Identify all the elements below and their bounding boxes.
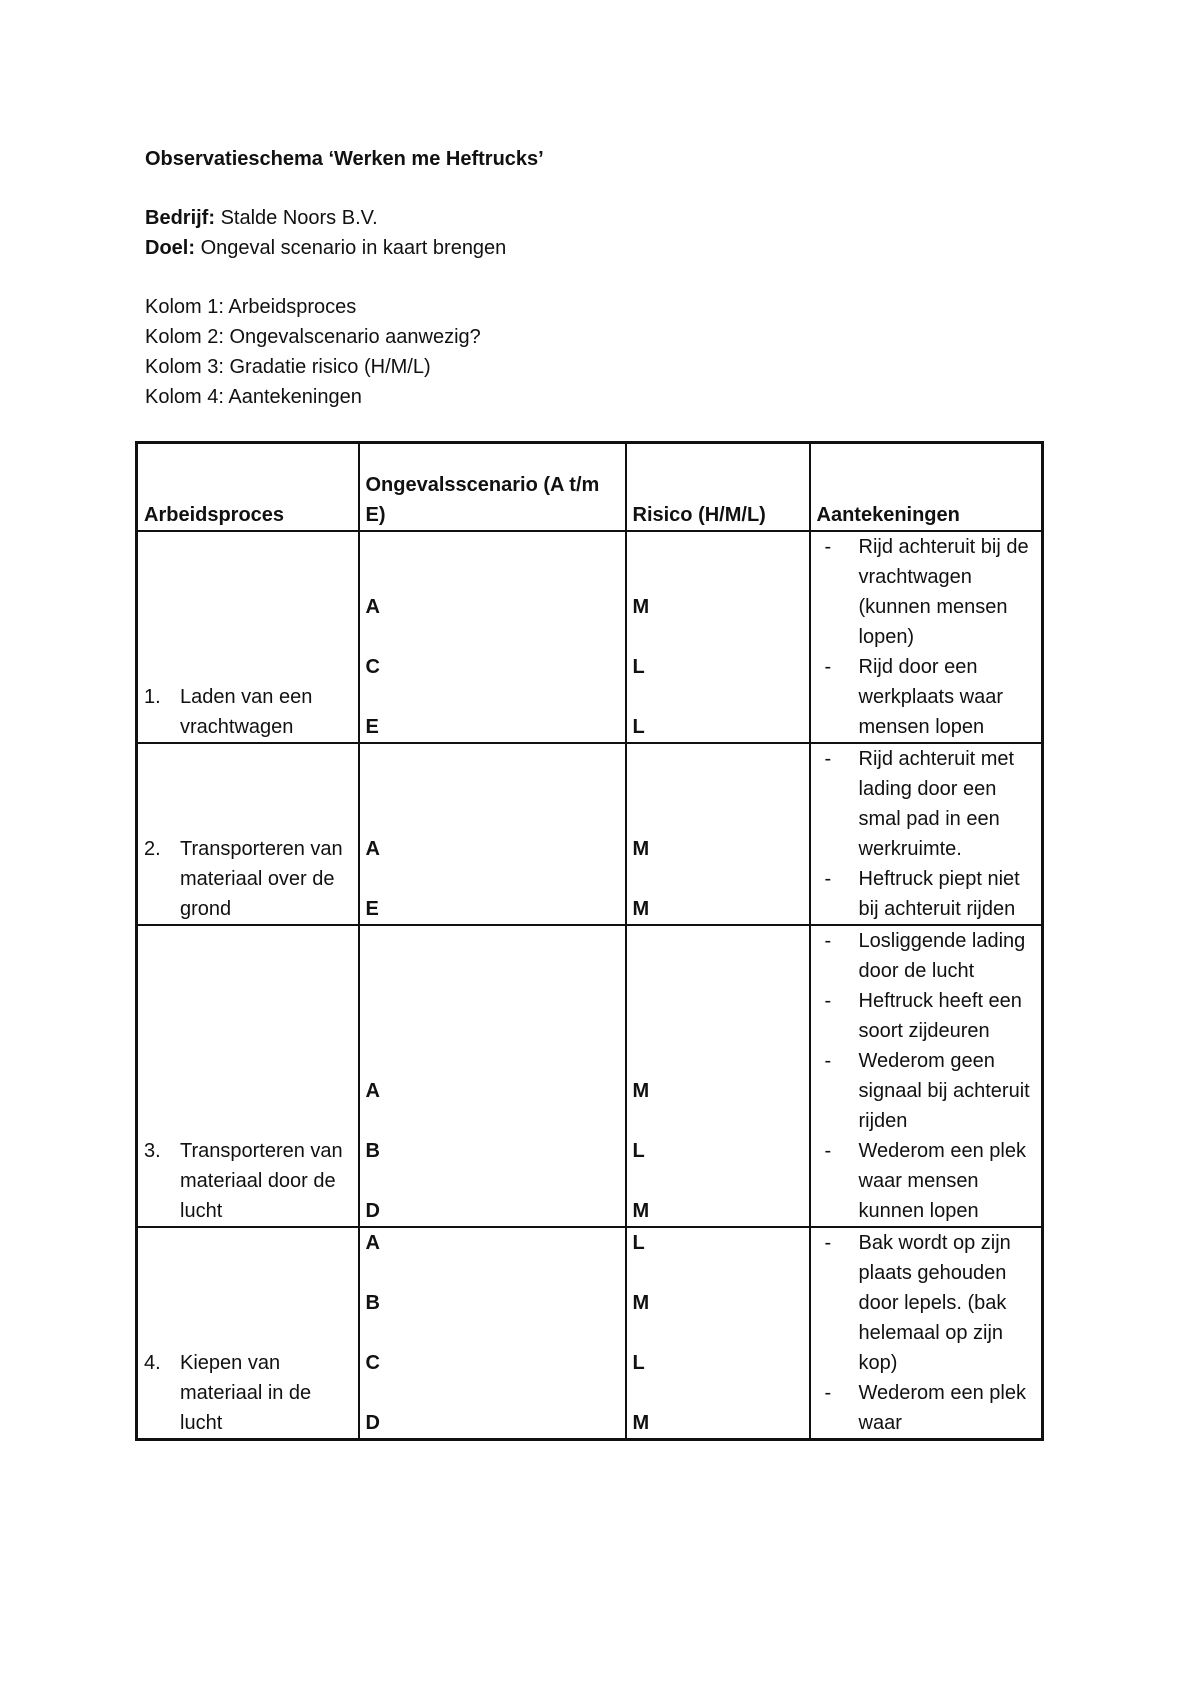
doel-line xyxy=(145,233,506,263)
process-cell xyxy=(137,925,359,1227)
scenario-cell xyxy=(359,1227,626,1440)
scenario-value: A xyxy=(365,1080,380,1102)
doel-label: Doel: xyxy=(145,237,195,259)
process-label: Transporteren van materiaal door de lucht xyxy=(180,1140,343,1222)
column-legend-1: Kolom 1: Arbeidsproces xyxy=(145,296,357,318)
scenario-value: B xyxy=(365,1140,380,1162)
scenario-value: B xyxy=(365,1292,380,1314)
process-label: Transporteren van materiaal over de grond xyxy=(180,838,343,920)
risk-value: L xyxy=(632,716,645,738)
process-number: 1. xyxy=(144,686,161,708)
risk-value: L xyxy=(632,656,645,678)
process-cell xyxy=(137,743,359,925)
scenario-value: D xyxy=(365,1412,380,1434)
risk-value: L xyxy=(632,1352,645,1374)
scenario-value: A xyxy=(365,838,380,860)
scenario-value: C xyxy=(365,1352,380,1374)
header-risico: Risico (H/M/L) xyxy=(626,443,810,532)
risk-value: M xyxy=(632,838,650,860)
note-item: - Rijd achteruit met lading door een smal pad in een werkruimte. xyxy=(817,744,1036,864)
risk-cell xyxy=(626,1227,810,1440)
process-number: 3. xyxy=(144,1140,161,1162)
risk-cell xyxy=(626,531,810,743)
risk-value: L xyxy=(632,1140,645,1162)
scenario-cell xyxy=(359,925,626,1227)
risk-value: M xyxy=(632,596,650,618)
table-header-row xyxy=(137,443,1043,532)
doel-value: Ongeval scenario in kaart brengen xyxy=(200,237,507,259)
column-legend-2: Kolom 2: Ongevalscenario aanwezig? xyxy=(145,326,481,348)
notes-cell xyxy=(810,743,1043,925)
process-cell xyxy=(137,1227,359,1440)
risk-value: M xyxy=(632,1080,650,1102)
observation-table xyxy=(135,441,1044,1441)
risk-value: M xyxy=(632,1200,650,1222)
notes-cell xyxy=(810,1227,1043,1440)
header-ongevalsscenario: Ongevalsscenario (A t/m E) xyxy=(359,443,626,532)
column-legend-4: Kolom 4: Aantekeningen xyxy=(145,386,362,408)
scenario-value: A xyxy=(365,596,380,618)
note-item: - Wederom een plek waar xyxy=(817,1378,1036,1438)
scenario-value: C xyxy=(365,656,380,678)
document-title: Observatieschema ‘Werken me Heftrucks’ xyxy=(145,148,544,170)
note-item: - Losliggende lading door de lucht xyxy=(817,926,1036,986)
risk-cell xyxy=(626,743,810,925)
scenario-value: D xyxy=(365,1200,380,1222)
note-item: - Rijd door een werkplaats waar mensen lopen xyxy=(817,652,1036,742)
risk-value: L xyxy=(632,1232,645,1254)
column-legend-3: Kolom 3: Gradatie risico (H/M/L) xyxy=(145,356,431,378)
table-row xyxy=(137,531,1043,743)
scenario-cell xyxy=(359,531,626,743)
process-number: 4. xyxy=(144,1352,161,1374)
note-item: - Bak wordt op zijn plaats gehouden door lepels. (bak helemaal op zijn kop) xyxy=(817,1228,1036,1378)
notes-cell xyxy=(810,925,1043,1227)
risk-value: M xyxy=(632,1292,650,1314)
note-item: - Wederom een plek waar mensen kunnen lopen xyxy=(817,1136,1036,1226)
scenario-cell xyxy=(359,743,626,925)
risk-cell xyxy=(626,925,810,1227)
process-label: Kiepen van materiaal in de lucht xyxy=(180,1352,312,1434)
table-row xyxy=(137,743,1043,925)
note-item: - Wederom geen signaal bij achteruit rijden xyxy=(817,1046,1036,1136)
process-label: Laden van een vrachtwagen xyxy=(180,686,313,738)
scenario-value: E xyxy=(365,898,379,920)
notes-cell xyxy=(810,531,1043,743)
header-aantekeningen: Aantekeningen xyxy=(810,443,1043,532)
bedrijf-line xyxy=(145,203,378,233)
risk-value: M xyxy=(632,898,650,920)
risk-value: M xyxy=(632,1412,650,1434)
note-item: - Heftruck heeft een soort zijdeuren xyxy=(817,986,1036,1046)
note-item: - Heftruck piept niet bij achteruit rijden xyxy=(817,864,1036,924)
bedrijf-value: Stalde Noors B.V. xyxy=(220,207,378,229)
process-cell xyxy=(137,531,359,743)
table-row xyxy=(137,925,1043,1227)
bedrijf-label: Bedrijf: xyxy=(145,207,215,229)
process-number: 2. xyxy=(144,838,161,860)
note-item: - Rijd achteruit bij de vrachtwagen (kunnen mensen lopen) xyxy=(817,532,1036,652)
table-row xyxy=(137,1227,1043,1440)
header-arbeidsproces: Arbeidsproces xyxy=(137,443,359,532)
scenario-value: A xyxy=(365,1232,380,1254)
scenario-value: E xyxy=(365,716,379,738)
